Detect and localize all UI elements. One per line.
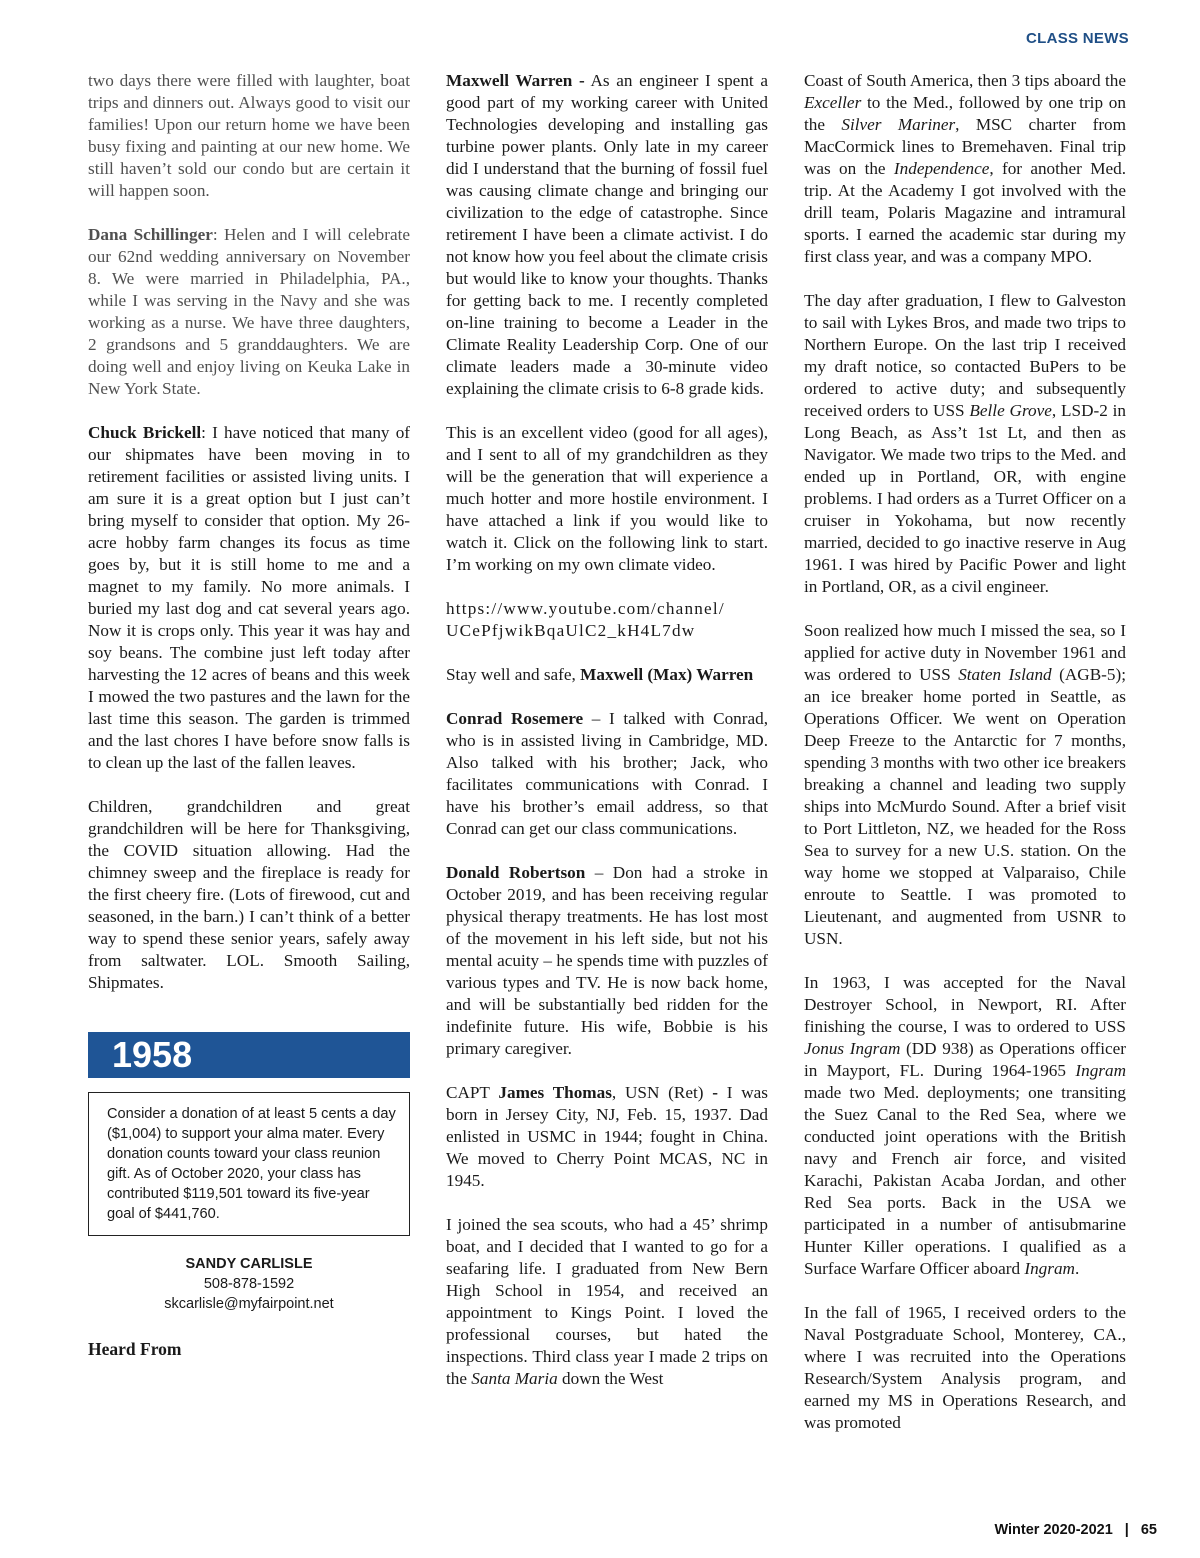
paragraph-conrad-rosemere — [446, 708, 768, 840]
paragraph-text: I was born in Jersey City, NJ, Feb. 15, 1937. Dad enlisted in USMC in 1944; fought in China. We moved to Cherry Point MCAS, NC in 1945. — [446, 1083, 768, 1190]
section-label: CLASS NEWS — [1025, 30, 1129, 47]
paragraph-text: – Don had a stroke in October 2019, and has been receiving regular physical therapy treatments. He has lost most of the movement in his left side, but not his mental acuity – he spends time with puzzles of various types and TV. He is now back home, and will be substantially bed ridden for the indefinite future. His wife, Bobbie is his primary caregiver. — [446, 863, 768, 1058]
column-left — [88, 70, 410, 1360]
paragraph-postgraduate-school: In the fall of 1965, I received orders to the Naval Postgraduate School, Monterey, CA., where I was recruited into the Operations Research/System Analysis program, and earned my MS in Operations Research, and was promoted — [804, 1303, 1126, 1432]
paragraph-text: In 1963, I was accepted for the Naval Destroyer School, in Newport, RI. After finishing the course, I was to ordered to USS — [804, 973, 1126, 1036]
paragraph-text: The day after graduation, I flew to Galveston to sail with Lykes Bros, and made two trips to Northern Europe. On the last trip I received my draft notice, so contacted BuPers to be ordered to active duty; and subsequently received orders to USS — [804, 291, 1126, 420]
paragraph-destroyer-school — [804, 972, 1126, 1280]
classmate-name: Maxwell (Max) Warren — [580, 665, 754, 684]
contact-phone: 508-878-1592 — [203, 1276, 295, 1292]
rank-prefix: CAPT — [446, 1083, 499, 1102]
ship-name: Santa Maria — [471, 1369, 558, 1388]
column-middle — [446, 70, 768, 1412]
classmate-name: Dana Schillinger — [88, 225, 213, 244]
paragraph-text: : I have noticed that many of our shipmates have been moving in to retirement facilities or assisted living units. I am sure it is a great option but I just can’t bring myself to consider that option. My 26-acre hobby farm changes its focus as time goes by, but it is still home to me and a magnet to my family. No more animals. I buried my last dog and cat several years ago. Now it is crops only. This year it was hay and soy beans. The combine just left today after harvesting the 12 acres of beans and this week I mowed the two pastures and the lawn for the last time this season. The garden is trimmed and the last chores I have before snow falls is to clean up the last of the fallen leaves. — [88, 423, 411, 772]
url-line[interactable]: UCePfjwikBqaUlC2_kH4L7dw — [446, 621, 696, 640]
paragraph-text: As an engineer I spent a good part of my working career with United Technologies developing and installing gas turbine power plants. Only late in my career did I understand that the burning of fossil fuel was causing climate change and bringing our civilization to the edge of catastrophe. Since retirement I have been a climate activist. I do not know how you feel about the climate crisis but would like to know your thoughts. Thanks for getting back to me. I recently completed on-line training to become a Leader in the Climate Reality Leadership Corp. One of our climate leaders made a 30-minute video explaining the climate crisis to 6-8 grade kids. — [446, 71, 768, 398]
contact-email[interactable]: skcarlisle@myfairpoint.net — [164, 1296, 334, 1312]
paragraph-text: – I talked with Conrad, who is in assisted living in Cambridge, MD. Also talked with his brother; Jack, who facilitates communications with Conrad. I have his brother’s email address, so that Conrad can get our class communications. — [446, 709, 769, 838]
paragraph-chuck-brickell — [88, 422, 410, 774]
youtube-link[interactable] — [446, 598, 768, 642]
paragraph-text: : Helen and I will celebrate our 62nd wedding anniversary on November 8. We were married in Philadelphia, PA., while I was serving in the Navy and she was working as a nurse. We have three daughters, 2 grandsons and 5 granddaughters. We are doing well and enjoy living on Keuka Lake in New York State. — [88, 225, 410, 398]
paragraph-text: I joined the sea scouts, who had a 45’ shrimp boat, and I decided that I wanted to go for a seafaring life. I graduated from New Bern High School in 1954, and received an appointment to Kings Point. I loved the professional courses, but hated the inspections. Third class year I made 2 trips on the — [446, 1215, 768, 1388]
classmate-name: Maxwell Warren - — [446, 71, 585, 90]
paragraph-text: , for another Med. trip. At the Academy I got involved with the drill team, Polaris Magazine and intramural sports. I earned the academic star during my first class year, and was a company MPO. — [804, 159, 1126, 266]
contact-name: SANDY CARLISLE — [185, 1256, 313, 1272]
class-secretary-contact — [88, 1254, 410, 1314]
paragraph-text: , LSD-2 in Long Beach, as Ass’t 1st Lt, and then as Navigator. We made two trips to the Med. and ended up in Portland, OR, with engine problems. I had orders as a Turret Officer on a cruiser in Yokohama, but now recently married, decided to go inactive reserve in Aug 1961. I was hired by Pacific Power and light in Portland, OR, as a civil engineer. — [804, 401, 1127, 596]
ship-name: Independence — [893, 159, 990, 178]
paragraph-text: made two Med. deployments; one transiting the Suez Canal to the Red Sea, where we conducted joint operations with the British navy and French air force, and visited Karachi, Pakistan Acaba Jordan, and other Red Sea ports. Back in the USA we participated in a number of antisubmarine Hunter Killer operations. I qualified as a Surface Warfare Officer aboard — [804, 1083, 1126, 1278]
paragraph-voyages — [804, 70, 1126, 268]
url-line[interactable]: https://www.youtube.com/channel/ — [446, 599, 725, 618]
ship-name: Exceller — [804, 93, 862, 112]
page-footer — [994, 1522, 1157, 1538]
paragraph-james-thomas — [446, 1082, 768, 1192]
page-number: 65 — [1140, 1522, 1157, 1538]
issue-label: Winter 2020-2021 — [994, 1522, 1113, 1538]
paragraph-maxwell-warren — [446, 70, 768, 400]
paragraph-text: . — [1074, 1259, 1080, 1278]
paragraph-text: to the Med., followed by one trip on the — [804, 93, 1126, 134]
paragraph-text: down the West — [557, 1369, 664, 1388]
paragraph-sea-scouts — [446, 1214, 768, 1390]
paragraph-after-graduation — [804, 290, 1126, 598]
paragraph-donald-robertson — [446, 862, 768, 1060]
paragraph-text: (AGB-5); an ice breaker home ported in Seattle, as Operations Officer. We went on Operation Deep Freeze to the Antarctic for 7 months, spending 3 months with two other ice breakers breaking a channel and leading two supply ships into McMurdo Sound. After a brief visit to Port Littleton, NZ, we headed for the Ross Sea to survey for a new U.S. station. On the way home we stopped at Valparaiso, Chile enroute to Seattle. I was promoted to Lieutenant, and augmented from USNR to USN. — [804, 665, 1126, 948]
column-right — [804, 70, 1126, 1456]
heard-from-heading: Heard From — [88, 1339, 182, 1359]
donation-notice: Consider a donation of at least 5 cents a day ($1,004) to support your alma mater. Every donation counts toward your class reunion gift. As of October 2020, your class has contributed $119,501 toward its five-year goal of $441,760. — [88, 1092, 410, 1236]
ship-name: Staten Island — [958, 665, 1052, 684]
paragraph-staten-island — [804, 620, 1126, 950]
paragraph-text: (DD 938) as Operations officer in Mayport, FL. During 1964-1965 — [804, 1039, 1126, 1080]
classmate-name: Chuck Brickell — [88, 423, 202, 442]
paragraph-text: Coast of South America, then 3 tips aboard the — [804, 71, 1126, 90]
footer-separator: | — [1124, 1522, 1129, 1538]
ship-name: Belle Grove — [969, 401, 1052, 420]
class-year-heading: 1958 — [88, 1032, 410, 1078]
paragraph-dana-schillinger — [88, 224, 410, 400]
signoff-text: Stay well and safe, — [446, 665, 581, 684]
ship-name: Jonus Ingram — [804, 1039, 901, 1058]
paragraph-climate-video: This is an excellent video (good for all ages), and I sent to all of my grandchildren as they will be the generation that will experience a much hotter and more hostile environment. I have attached a link if you would like to watch it. Click on the following link to start. I’m working on my own climate video. — [446, 423, 768, 574]
rank-suffix: , USN (Ret) — [611, 1083, 713, 1102]
classmate-name: Conrad Rosemere — [446, 709, 584, 728]
ship-name: Ingram — [1075, 1061, 1126, 1080]
paragraph-family-visit: two days there were filled with laughter, boat trips and dinners out. Always good to visit our families! Upon our return home we have been busy fixing and painting at our new home. We still haven’t sold our condo but are certain it will happen soon. — [88, 71, 410, 200]
classmate-name: James Thomas — [498, 1083, 612, 1102]
classmate-name: Donald Robertson — [446, 863, 586, 882]
ship-name: Ingram — [1024, 1259, 1075, 1278]
signoff-line — [446, 664, 768, 686]
paragraph-thanksgiving: Children, grandchildren and great grandchildren will be here for Thanksgiving, the COVID situation allowing. Had the chimney sweep and the fireplace is ready for the first cheery fire. (Lots of firewood, cut and seasoned, in the barn.) I can’t think of a better way to spend these senior years, safely away from saltwater. LOL. Smooth Sailing, Shipmates. — [88, 797, 410, 992]
paragraph-text: , MSC charter from MacCormick lines to Bremehaven. Final trip was on the — [804, 115, 1127, 178]
ship-name: Silver Mariner — [841, 115, 956, 134]
dash: - — [712, 1083, 718, 1102]
paragraph-text: Soon realized how much I missed the sea, so I applied for active duty in November 1961 and was ordered to USS — [804, 621, 1126, 684]
